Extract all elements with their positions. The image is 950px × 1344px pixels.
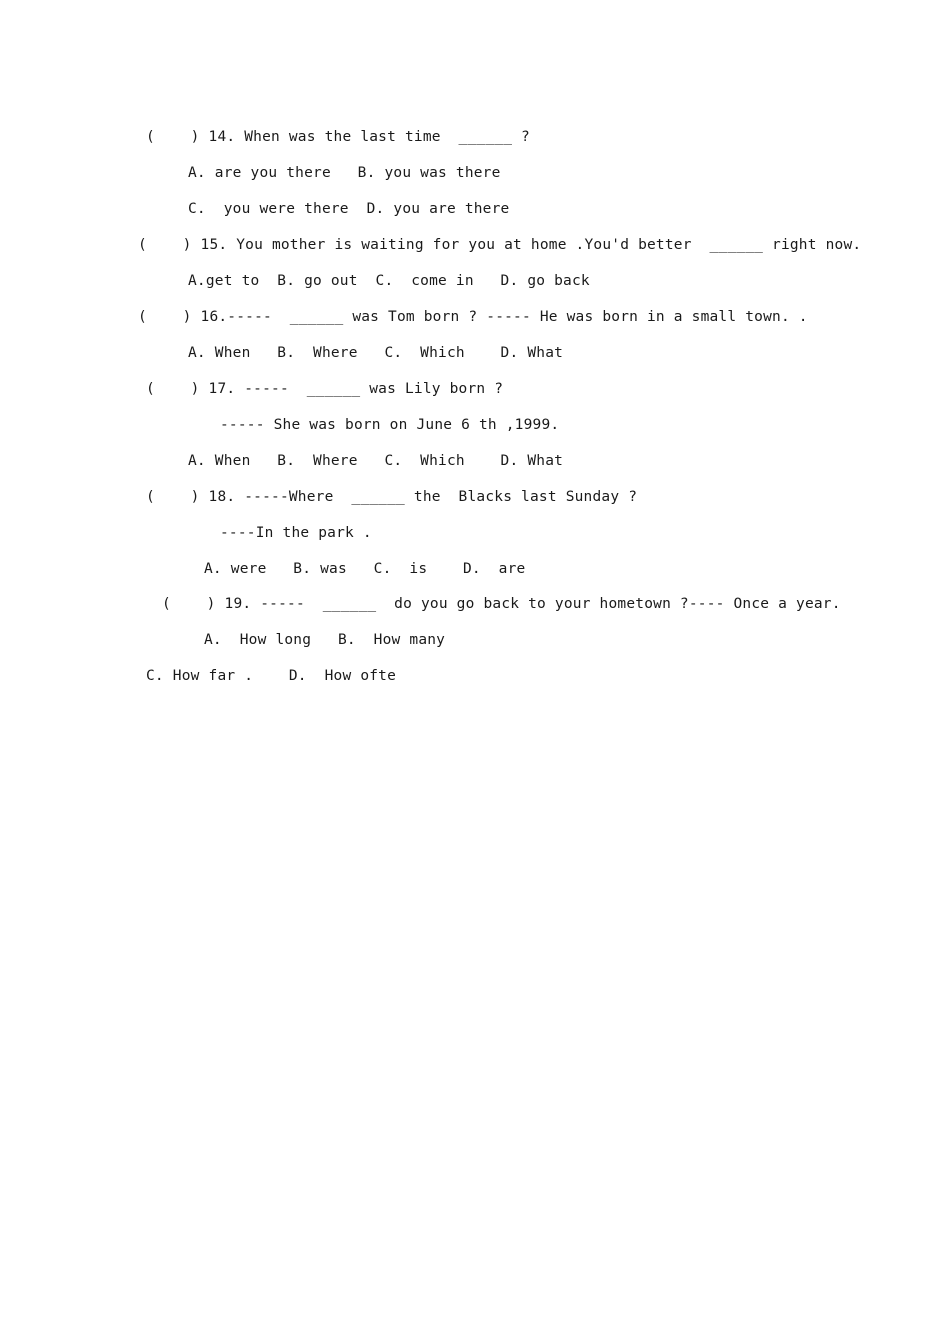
question-19-stem: ( ) 19. ----- ______ do you go back to your hometown ?---- Once a year. <box>162 596 841 612</box>
question-16-options: A. When B. Where C. Which D. What <box>188 345 564 361</box>
question-15-stem: ( ) 15. You mother is waiting for you at home .You'd better ______ right now. <box>138 237 862 253</box>
question-19-options-cd: C. How far . D. How ofte <box>146 668 397 684</box>
question-17-stem: ( ) 17. ----- ______ was Lily born ? <box>146 381 504 397</box>
question-19-options-ab: A. How long B. How many <box>204 632 446 648</box>
question-18-stem: ( ) 18. -----Where ______ the Blacks last Sunday ? <box>146 489 638 505</box>
question-14-options-ab: A. are you there B. you was there <box>188 165 501 181</box>
question-18-options: A. were B. was C. is D. are <box>204 561 526 577</box>
question-14-options-cd: C. you were there D. you are there <box>188 201 510 217</box>
question-17-answer: ----- She was born on June 6 th ,1999. <box>220 417 560 433</box>
question-14-stem: ( ) 14. When was the last time ______ ? <box>146 129 530 145</box>
question-15-options: A.get to B. go out C. come in D. go back <box>188 273 590 289</box>
question-18-answer: ----In the park . <box>220 525 372 541</box>
question-17-options: A. When B. Where C. Which D. What <box>188 453 564 469</box>
question-16-stem: ( ) 16.----- ______ was Tom born ? ----- He was born in a small town. . <box>138 309 808 325</box>
